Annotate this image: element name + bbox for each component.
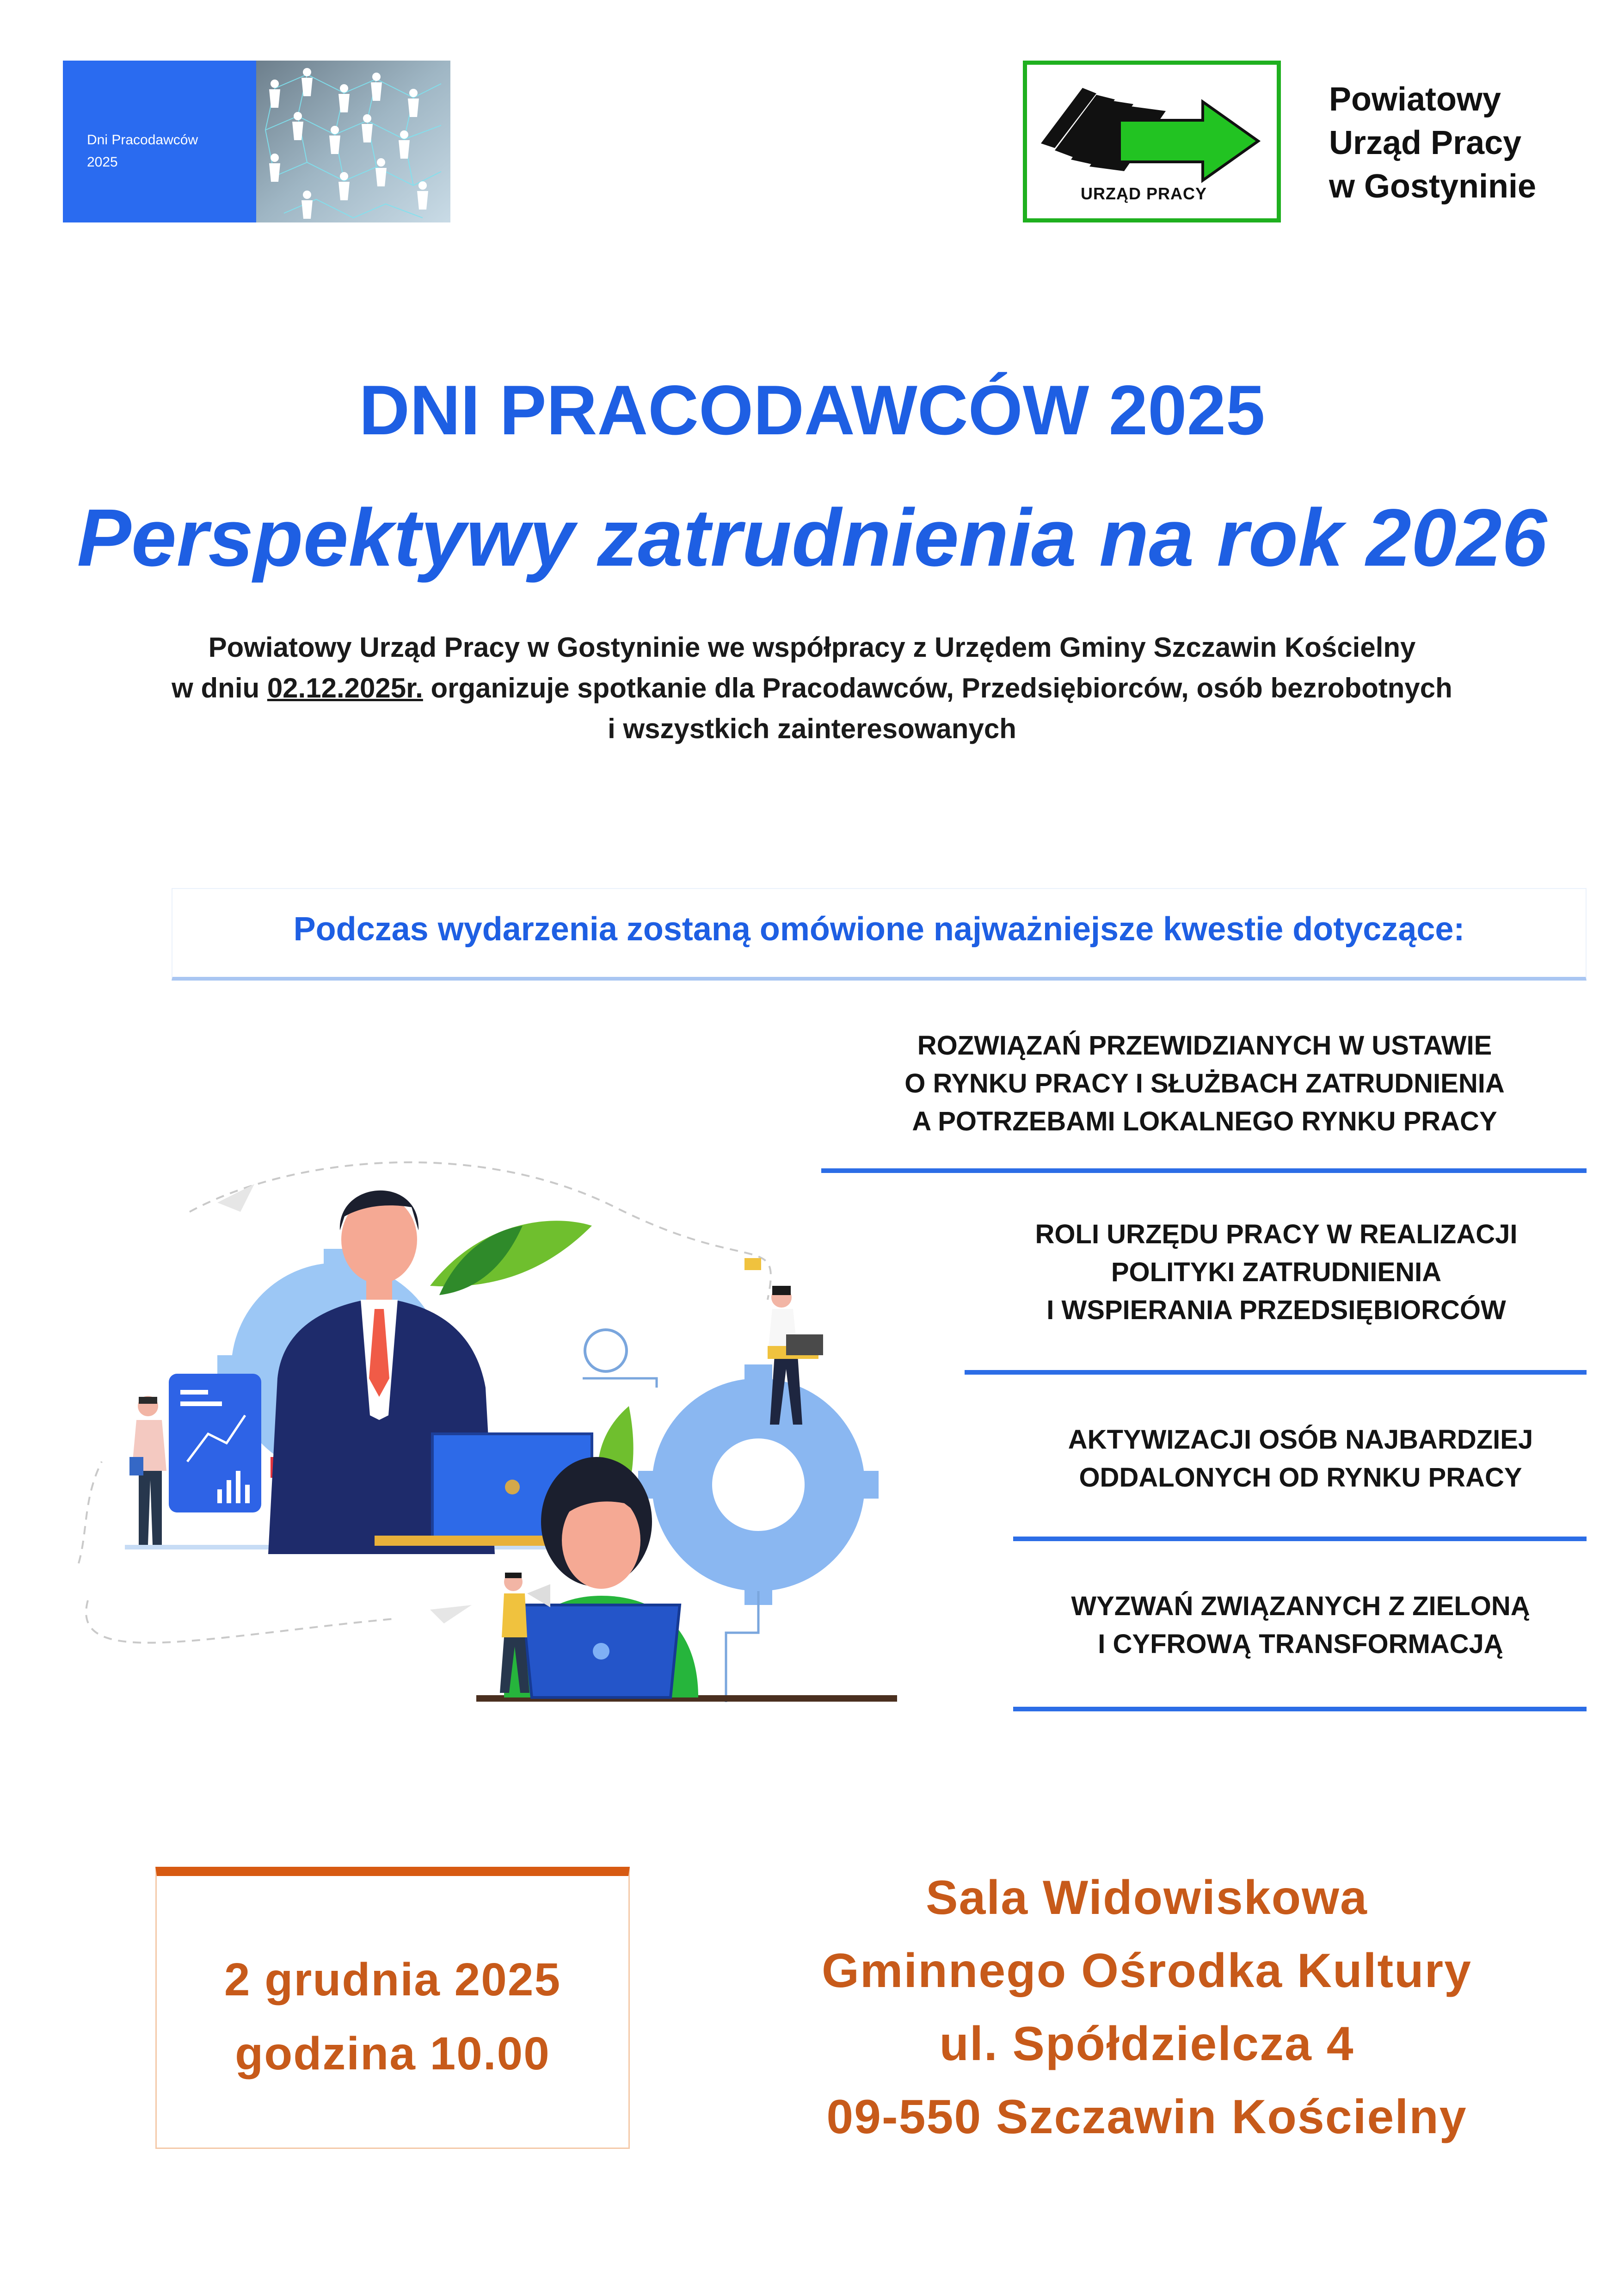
topic-line: O RYNKU PRACY I SŁUŻBACH ZATRUDNIENIA xyxy=(904,1068,1505,1099)
venue-line: 09-550 Szczawin Kościelny xyxy=(826,2090,1467,2144)
topic-divider xyxy=(1013,1537,1587,1541)
topic-line: ODDALONYCH OD RYNKU PRACY xyxy=(1079,1463,1522,1493)
page-subtitle: Perspektywy zatrudnienia na rok 2026 xyxy=(77,493,1547,583)
topic-line: I WSPIERANIA PRZEDSIĘBIORCÓW xyxy=(1046,1295,1506,1325)
intro-line: Powiatowy Urząd Pracy w Gostyninie we współpracy z Urzędem Gminy Szczawin Kościelny xyxy=(208,632,1416,663)
page-title: DNI PRACODAWCÓW 2025 xyxy=(359,371,1265,450)
topic-line: WYZWAŃ ZWIĄZANYCH Z ZIELONĄ xyxy=(1071,1591,1530,1621)
venue-line: Gminnego Ośrodka Kultury xyxy=(822,1944,1472,1998)
event-date: 2 grudnia 2025 xyxy=(224,1954,561,2006)
banner-title: Dni Pracodawców xyxy=(87,132,198,148)
event-hour: godzina 10.00 xyxy=(235,2028,550,2080)
org-name-line: w Gostyninie xyxy=(1329,168,1537,205)
venue-line: ul. Spółdzielcza 4 xyxy=(939,2017,1354,2071)
topic-item xyxy=(966,1216,1586,1329)
event-banner xyxy=(63,61,450,222)
banner-text xyxy=(63,61,256,222)
topic-item xyxy=(823,1027,1586,1141)
topic-divider xyxy=(965,1370,1587,1375)
logo-caption: URZĄD PRACY xyxy=(1081,184,1207,203)
banner-year: 2025 xyxy=(87,154,118,170)
urzad-pracy-logo xyxy=(1023,61,1281,222)
topic-line: ROZWIĄZAŃ PRZEWIDZIANYCH W USTAWIE xyxy=(917,1031,1492,1061)
topic-line: AKTYWIZACJI OSÓB NAJBARDZIEJ xyxy=(1068,1425,1533,1455)
topic-line: I CYFROWĄ TRANSFORMACJĄ xyxy=(1098,1629,1503,1659)
intro-text: organizuje spotkanie dla Pracodawców, Przedsiębiorców, osób bezrobotnych xyxy=(423,673,1452,704)
topic-line: A POTRZEBAMI LOKALNEGO RYNKU PRACY xyxy=(912,1106,1497,1136)
event-datetime xyxy=(157,1943,628,2091)
event-date-inline: 02.12.2025r. xyxy=(267,673,423,704)
venue-line: Sala Widowiskowa xyxy=(926,1871,1368,1925)
topic-item xyxy=(1015,1421,1586,1497)
intro-line: i wszystkich zainteresowanych xyxy=(608,713,1016,744)
topic-divider xyxy=(1013,1707,1587,1711)
intro-line xyxy=(0,668,1624,709)
topic-item xyxy=(1015,1587,1586,1663)
topics-heading: Podczas wydarzenia zostaną omówione najważniejsze kwestie dotyczące: xyxy=(172,888,1587,981)
org-name-line: Urząd Pracy xyxy=(1329,124,1522,161)
event-date-box xyxy=(155,1867,630,2149)
event-venue xyxy=(721,1861,1572,2154)
intro-paragraph xyxy=(0,627,1624,749)
topic-line: ROLI URZĘDU PRACY W REALIZACJI xyxy=(1035,1219,1518,1249)
network-people-icon xyxy=(256,61,450,222)
org-name-line: Powiatowy xyxy=(1329,81,1501,118)
business-people-illustration xyxy=(60,1138,953,1739)
network-people-image xyxy=(256,61,450,222)
topic-line: POLITYKI ZATRUDNIENIA xyxy=(1111,1257,1442,1287)
intro-text: w dniu xyxy=(172,673,267,704)
organization-name xyxy=(1329,78,1536,208)
office-scene-icon xyxy=(60,1138,953,1739)
